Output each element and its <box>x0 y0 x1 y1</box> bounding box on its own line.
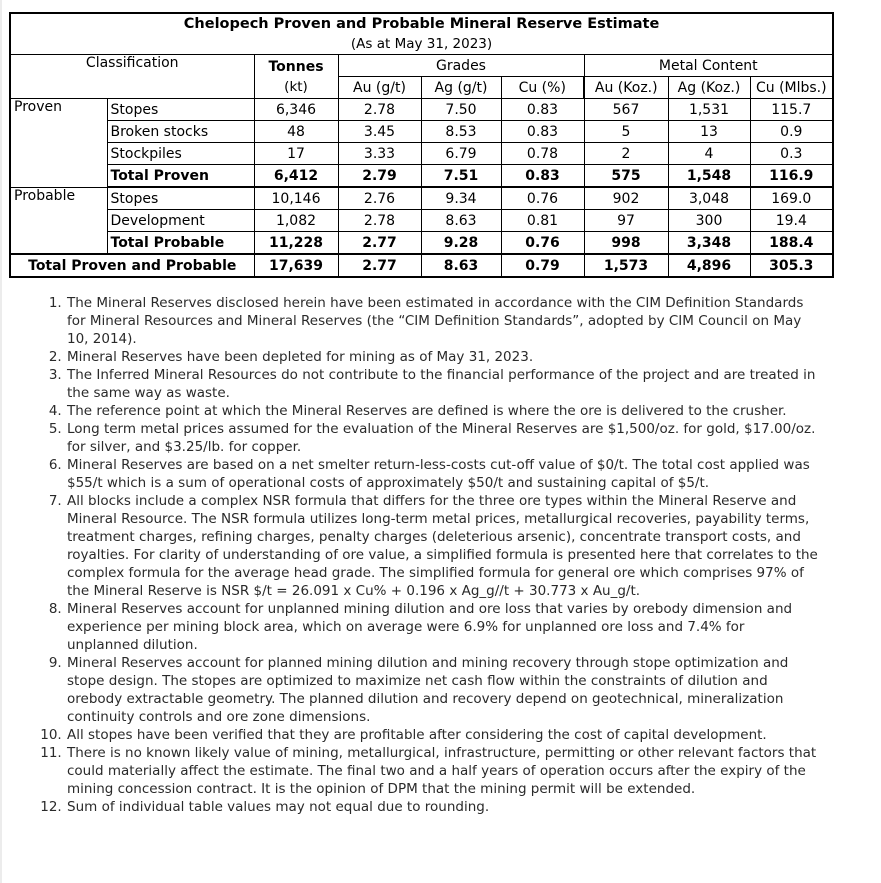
title-row <box>10 13 833 55</box>
cell-ag-metal: 4 <box>668 143 750 165</box>
row-label: Stopes <box>107 187 254 210</box>
row-label: Development <box>107 210 254 232</box>
cell-ag-grade: 8.63 <box>421 210 501 232</box>
cell-ag-metal: 4,896 <box>668 254 750 277</box>
cell-au-metal: 567 <box>584 99 668 121</box>
cell-ag-metal: 1,548 <box>668 165 750 188</box>
cell-au-metal: 575 <box>584 165 668 188</box>
cell-cu-metal: 115.7 <box>750 99 833 121</box>
cell-cu-grade: 0.83 <box>501 121 584 143</box>
cell-au-grade: 2.79 <box>338 165 421 188</box>
row-label: Total Proven <box>107 165 254 188</box>
cell-ag-metal: 3,348 <box>668 232 750 255</box>
table-row-proven-stockpiles <box>10 143 833 165</box>
cell-ag-grade: 8.63 <box>421 254 501 277</box>
window-edge <box>0 0 2 883</box>
cell-au-metal: 998 <box>584 232 668 255</box>
header-ag-metal: Ag (Koz.) <box>668 77 750 99</box>
cell-ag-grade: 7.50 <box>421 99 501 121</box>
cell-ag-grade: 9.34 <box>421 187 501 210</box>
table-title-cell <box>10 13 833 55</box>
cell-cu-grade: 0.83 <box>501 165 584 188</box>
cell-cu-grade: 0.78 <box>501 143 584 165</box>
table-title: Chelopech Proven and Probable Mineral Reserve Estimate <box>183 16 660 32</box>
table-row-probable-stopes <box>10 187 833 210</box>
cell-au-metal: 1,573 <box>584 254 668 277</box>
header-cu-metal: Cu (Mlbs.) <box>750 77 833 99</box>
row-label: Stopes <box>107 99 254 121</box>
cell-cu-metal: 169.0 <box>750 187 833 210</box>
table-row-probable-development <box>10 210 833 232</box>
cell-au-grade: 2.77 <box>338 232 421 255</box>
cell-ag-grade: 6.79 <box>421 143 501 165</box>
row-label: Total Probable <box>107 232 254 255</box>
header-tonnes <box>254 55 338 99</box>
cell-cu-grade: 0.79 <box>501 254 584 277</box>
note-item-8: 8. Mineral Reserves account for unplanned mining dilution and ore loss that varies by orebody dimension and experience per mining block area, which on average were 6.9% for unplanned ore loss and 7.4% for unplanned dilution. <box>66 600 818 654</box>
header-au-grade: Au (g/t) <box>338 77 421 99</box>
table-row-total-probable <box>10 232 833 255</box>
table-row-proven-stopes <box>10 99 833 121</box>
table-row-grand-total <box>10 254 833 277</box>
cell-ag-metal: 3,048 <box>668 187 750 210</box>
cell-au-grade: 2.77 <box>338 254 421 277</box>
note-item-7: 7. All blocks include a complex NSR formula that differs for the three ore types within the Mineral Reserve and Mineral Resource. The NSR formula utilizes long-term metal prices, metallurgical recoveries, payability terms, treatment charges, refining charges, penalty charges (deleterious arsenic), concentrate transport costs, and royalties. For clarity of understanding of ore value, a simplified formula is presented here that correlates to the complex formula for the average head grade. The simplified formula for general ore which comprises 97% of the Mineral Reserve is NSR $/t = 26.091 x Cu% + 0.196 x Ag_g//t + 30.773 x Au_g/t. <box>66 492 818 600</box>
header-au-metal: Au (Koz.) <box>584 77 668 99</box>
note-item-5: 5. Long term metal prices assumed for the evaluation of the Mineral Reserves are $1,500/oz. for gold, $17.00/oz. for silver, and $3.25/lb. for copper. <box>66 420 818 456</box>
note-item-1: 1. The Mineral Reserves disclosed herein have been estimated in accordance with the CIM Definition Standards for Mineral Resources and Mineral Reserves (the “CIM Definition Standards”, adopted by CIM Council on May 10, 2014). <box>66 294 818 348</box>
note-item-3: 3. The Inferred Mineral Resources do not contribute to the financial performance of the project and are treated in the same way as waste. <box>66 366 818 402</box>
cell-au-metal: 5 <box>584 121 668 143</box>
cell-au-grade: 2.78 <box>338 99 421 121</box>
cell-ag-grade: 7.51 <box>421 165 501 188</box>
cell-cu-grade: 0.81 <box>501 210 584 232</box>
cell-cu-metal: 0.9 <box>750 121 833 143</box>
header-ag-grade: Ag (g/t) <box>421 77 501 99</box>
note-item-2: 2. Mineral Reserves have been depleted for mining as of May 31, 2023. <box>66 348 818 366</box>
cell-tonnes: 17,639 <box>254 254 338 277</box>
cell-tonnes: 17 <box>254 143 338 165</box>
cell-ag-metal: 300 <box>668 210 750 232</box>
table-subtitle: (As at May 31, 2023) <box>350 36 493 52</box>
header-cu-grade: Cu (%) <box>501 77 584 99</box>
cell-tonnes: 1,082 <box>254 210 338 232</box>
header-tonnes-label: Tonnes <box>268 58 324 75</box>
cell-au-grade: 2.78 <box>338 210 421 232</box>
row-label: Stockpiles <box>107 143 254 165</box>
group-label-probable: Probable <box>10 187 107 254</box>
header-group-row <box>10 55 833 77</box>
group-label-proven: Proven <box>10 99 107 188</box>
header-metal-content: Metal Content <box>584 55 833 77</box>
cell-ag-metal: 13 <box>668 121 750 143</box>
table-row-total-proven <box>10 165 833 188</box>
mineral-reserve-table <box>9 12 834 278</box>
cell-ag-grade: 9.28 <box>421 232 501 255</box>
cell-cu-metal: 305.3 <box>750 254 833 277</box>
grand-total-label: Total Proven and Probable <box>10 254 254 277</box>
cell-tonnes: 48 <box>254 121 338 143</box>
cell-au-grade: 2.76 <box>338 187 421 210</box>
cell-au-metal: 97 <box>584 210 668 232</box>
cell-au-grade: 3.33 <box>338 143 421 165</box>
table-row-proven-broken-stocks <box>10 121 833 143</box>
note-item-11: 11. There is no known likely value of mining, metallurgical, infrastructure, permitting or other relevant factors that could materially affect the estimate. The final two and a half years of operation occurs after the expiry of the mining concession contract. It is the opinion of DPM that the mining permit will be extended. <box>66 744 818 798</box>
note-item-4: 4. The reference point at which the Mineral Reserves are defined is where the ore is delivered to the crusher. <box>66 402 818 420</box>
cell-au-grade: 3.45 <box>338 121 421 143</box>
note-item-12: 12. Sum of individual table values may not equal due to rounding. <box>66 798 818 816</box>
cell-au-metal: 902 <box>584 187 668 210</box>
cell-tonnes: 11,228 <box>254 232 338 255</box>
cell-tonnes: 6,412 <box>254 165 338 188</box>
cell-ag-metal: 1,531 <box>668 99 750 121</box>
cell-ag-grade: 8.53 <box>421 121 501 143</box>
cell-cu-grade: 0.76 <box>501 232 584 255</box>
header-classification: Classification <box>10 55 254 99</box>
note-item-9: 9. Mineral Reserves account for planned mining dilution and mining recovery through stope optimization and stope design. The stopes are optimized to maximize net cash flow within the constraints of dilution and orebody extractable geometry. The planned dilution and recovery depend on geotechnical, mineralization continuity controls and ore zone dimensions. <box>66 654 818 726</box>
header-tonnes-unit: (kt) <box>284 78 308 95</box>
cell-cu-metal: 19.4 <box>750 210 833 232</box>
row-label: Broken stocks <box>107 121 254 143</box>
header-grades: Grades <box>338 55 584 77</box>
note-item-6: 6. Mineral Reserves are based on a net smelter return-less-costs cut-off value of $0/t. The total cost applied was $55/t which is a sum of operational costs of approximately $50/t and sustaining capital of $5/t. <box>66 456 818 492</box>
cell-cu-grade: 0.76 <box>501 187 584 210</box>
note-item-10: 10. All stopes have been verified that they are profitable after considering the cost of capital development. <box>66 726 818 744</box>
cell-tonnes: 10,146 <box>254 187 338 210</box>
notes-list <box>9 294 818 816</box>
cell-cu-grade: 0.83 <box>501 99 584 121</box>
cell-au-metal: 2 <box>584 143 668 165</box>
cell-cu-metal: 0.3 <box>750 143 833 165</box>
cell-cu-metal: 188.4 <box>750 232 833 255</box>
cell-cu-metal: 116.9 <box>750 165 833 188</box>
cell-tonnes: 6,346 <box>254 99 338 121</box>
